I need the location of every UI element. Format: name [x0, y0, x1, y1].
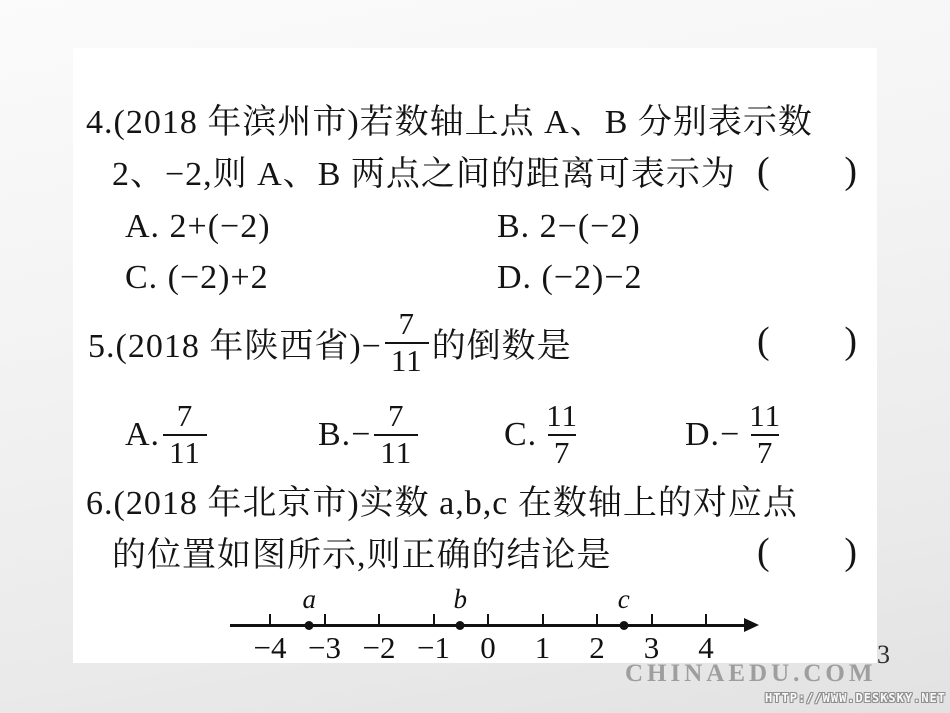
watermark-text: CHINAEDU.COM	[625, 660, 877, 687]
option-label: B.	[318, 416, 352, 453]
axis-tick	[596, 614, 598, 625]
q5-stem-prefix: 5.(2018 年陕西省)−	[88, 328, 382, 365]
axis-tick	[324, 614, 326, 625]
q6-line2: 的位置如图所示,则正确的结论是	[112, 537, 612, 574]
axis-tick	[651, 614, 653, 625]
q4-line1: 4.(2018 年滨州市)若数轴上点 A、B 分别表示数	[86, 104, 813, 141]
option-sign: −	[351, 416, 372, 453]
option-label: A.	[125, 416, 161, 453]
point-label-c: c	[617, 584, 630, 614]
axis-tick-label: −1	[417, 630, 450, 665]
axis-tick-label: 1	[534, 630, 551, 665]
fraction-denominator: 7	[548, 434, 577, 471]
option-label: D.	[685, 416, 721, 453]
fraction-numerator: 11	[546, 398, 579, 434]
q4-paren-close: )	[844, 150, 857, 192]
fraction-denominator: 11	[163, 434, 207, 471]
point-label-b: b	[453, 584, 467, 614]
axis-tick	[705, 614, 707, 625]
q6-line1: 6.(2018 年北京市)实数 a,b,c 在数轴上的对应点	[86, 485, 798, 522]
q4-option-c: C. (−2)+2	[125, 259, 269, 296]
axis-tick-label: −2	[362, 630, 396, 665]
axis-tick-label: 4	[698, 630, 714, 665]
axis-tick-label: −4	[253, 630, 287, 665]
q4-option-a: A. 2+(−2)	[125, 208, 271, 245]
axis-tick	[542, 614, 544, 625]
q6-paren-close: )	[844, 531, 857, 573]
q4-option-b: B. 2−(−2)	[497, 208, 641, 245]
axis-tick	[378, 614, 380, 625]
page-number: 3	[877, 640, 890, 669]
fraction-numerator: 7	[398, 305, 415, 341]
axis-tick-label: −3	[308, 630, 341, 665]
fraction-numerator: 11	[749, 398, 782, 434]
point-label-a: a	[302, 584, 316, 614]
fraction-denominator: 7	[751, 434, 780, 471]
axis-tick	[433, 614, 435, 625]
point-dot-c	[619, 621, 628, 630]
q4-option-d: D. (−2)−2	[497, 259, 643, 296]
fraction-denominator: 11	[385, 342, 429, 379]
q4-paren-open: (	[757, 150, 770, 192]
axis-tick-label: 3	[643, 630, 660, 665]
q5-paren-close: )	[844, 320, 857, 362]
option-sign: −	[720, 416, 741, 453]
axis-tick	[487, 614, 489, 625]
point-dot-b	[456, 621, 465, 630]
q4-line2: 2、−2,则 A、B 两点之间的距离可表示为	[112, 156, 736, 193]
fraction-numerator: 7	[176, 398, 194, 434]
fraction-numerator: 7	[388, 398, 405, 434]
q5-stem-suffix: 的倒数是	[431, 328, 572, 365]
option-label: C.	[504, 416, 538, 453]
axis-tick-label: 2	[589, 630, 605, 665]
fraction-denominator: 11	[374, 434, 418, 471]
axis-tick	[269, 614, 271, 625]
site-url-watermark: HTTP://WWW.DESKSKY.NET	[765, 691, 946, 705]
q6-paren-open: (	[757, 531, 770, 573]
q5-paren-open: (	[757, 320, 770, 362]
axis-tick-label: 0	[480, 630, 496, 665]
number-line-arrow-icon	[744, 618, 759, 632]
point-dot-a	[305, 621, 314, 630]
